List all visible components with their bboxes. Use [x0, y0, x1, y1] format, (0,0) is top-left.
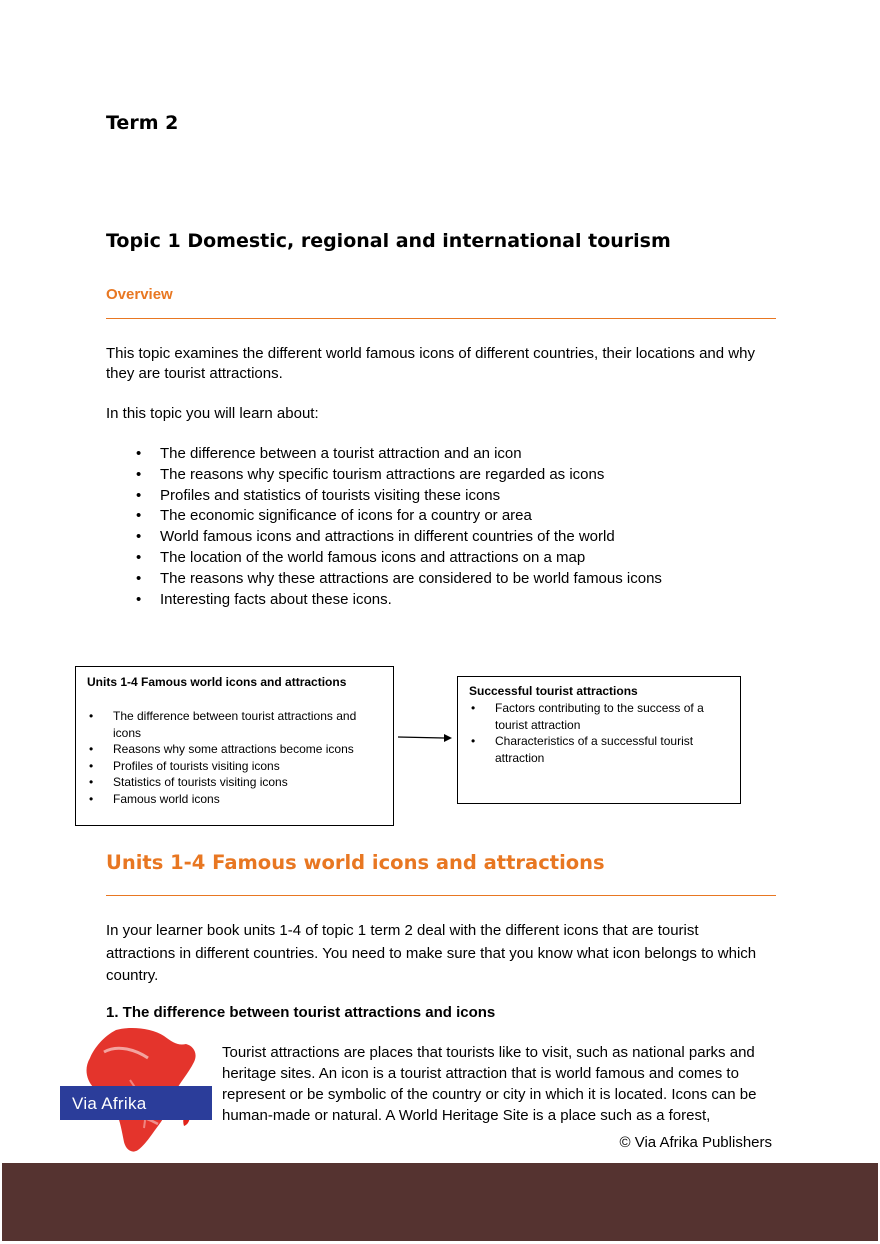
learn-item: • The location of the world famous icons and attractions on a map [136, 548, 662, 569]
units-box-list [87, 708, 377, 807]
overview-divider [106, 318, 776, 319]
units-box-item: • Famous world icons [87, 791, 377, 808]
learn-intro: In this topic you will learn about: [106, 405, 319, 422]
arrow-right-icon [396, 730, 456, 746]
footer-band [2, 1163, 878, 1241]
units-box-item: • Reasons why some attractions become icons [87, 741, 377, 758]
section-heading: Units 1-4 Famous world icons and attractions [106, 851, 605, 874]
learn-item: • Interesting facts about these icons. [136, 590, 662, 611]
units-box-item: • The difference between tourist attractions and icons [87, 708, 377, 741]
learn-item: • Profiles and statistics of tourists visiting these icons [136, 486, 662, 507]
success-summary-box [457, 676, 741, 804]
learn-item: • World famous icons and attractions in different countries of the world [136, 527, 662, 548]
learn-item: • The reasons why specific tourism attractions are regarded as icons [136, 465, 662, 486]
section-divider [106, 895, 776, 896]
subheading: 1. The difference between tourist attractions and icons [106, 1004, 496, 1021]
success-box-list [469, 700, 721, 766]
success-box-item: • Characteristics of a successful tourist attraction [469, 733, 721, 766]
units-box-title: Units 1-4 Famous world icons and attractions [87, 675, 347, 689]
section-paragraph: In your learner book units 1-4 of topic 1 term 2 deal with the different icons that are tourist attractions in different countries. You need to make sure that you know what icon belongs to which country. [106, 922, 757, 984]
learn-list [136, 444, 662, 610]
logo-text: Via Afrika [72, 1094, 147, 1113]
units-summary-box [75, 666, 394, 826]
success-box-title: Successful tourist attractions [469, 684, 638, 698]
intro-paragraph: This topic examines the different world famous icons of different countries, their locations and why they are tourist attractions. [106, 345, 755, 382]
copyright-text: © Via Afrika Publishers [619, 1134, 772, 1151]
units-box-item: • Statistics of tourists visiting icons [87, 774, 377, 791]
overview-heading: Overview [106, 286, 173, 303]
learn-item: • The reasons why these attractions are considered to be world famous icons [136, 569, 662, 590]
topic-title: Topic 1 Domestic, regional and international tourism [106, 230, 671, 252]
learn-item: • The economic significance of icons for a country or area [136, 506, 662, 527]
units-box-item: • Profiles of tourists visiting icons [87, 758, 377, 775]
body-paragraph: Tourist attractions are places that tourists like to visit, such as national parks and heritage sites. An icon is a tourist attraction that is world famous and comes to represent or be symbolic of the country or city in which it is located. Icons can be human-made or natural. A World Heritage Site is a place such as a forest, [222, 1044, 757, 1124]
via-afrika-logo [60, 1024, 212, 1158]
success-box-item: • Factors contributing to the success of a tourist attraction [469, 700, 721, 733]
learn-item: • The difference between a tourist attraction and an icon [136, 444, 662, 465]
term-heading: Term 2 [106, 112, 179, 134]
africa-map-icon [60, 1024, 212, 1158]
